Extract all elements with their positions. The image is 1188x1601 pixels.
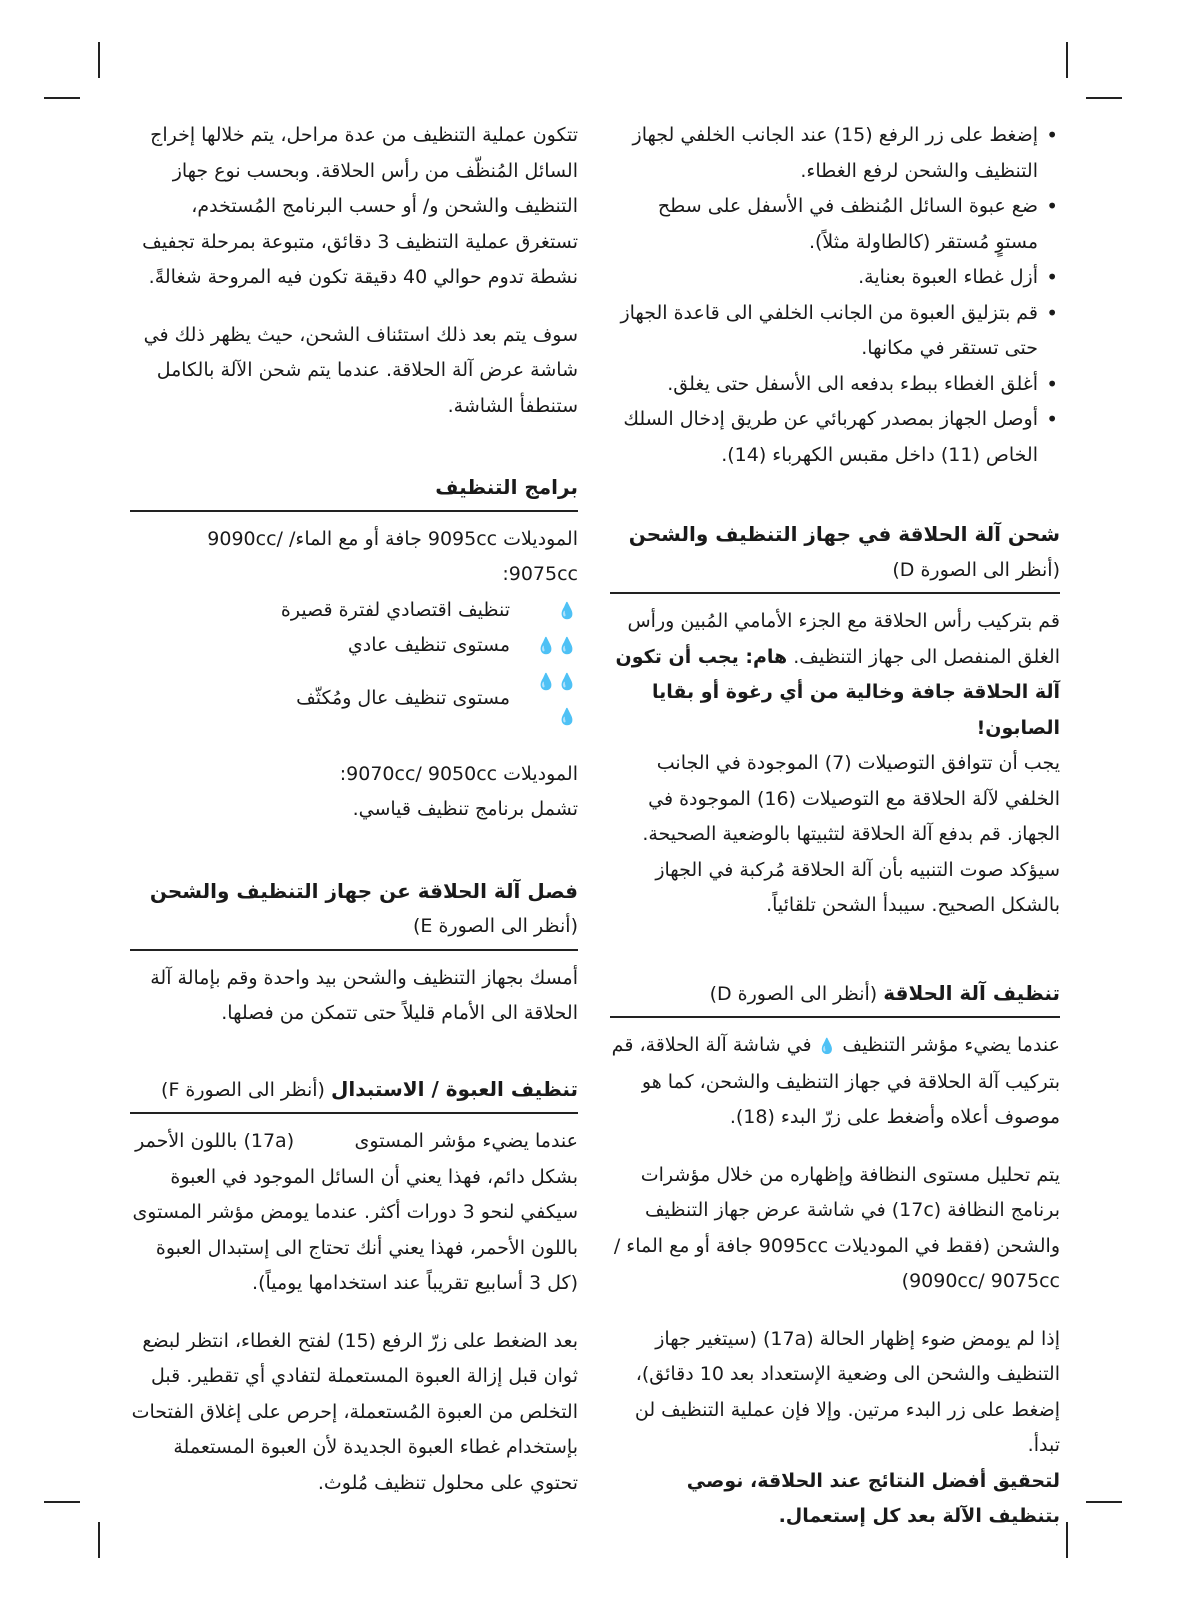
charge-important-note: هام: يجب أن تكون آلة الحلاقة جافة وخالية من أي رغوة أو بقايا الصابون!: [615, 645, 1060, 739]
clean-section-heading-row: [610, 976, 1060, 1013]
charge-paragraph-1: [610, 604, 1060, 746]
list-item: • ضع عبوة السائل المُنظف في الأسفل على سطح مستوٍ مُستقر (كالطاولة مثلاً).: [610, 189, 1038, 260]
crop-mark-top-left-h: [44, 97, 80, 99]
section-divider: [130, 949, 578, 951]
cleaning-intro-paragraph: تتكون عملية التنظيف من عدة مراحل، يتم خلالها إخراج السائل المُنظّف من رأس الحلاقة. وبحسب نوع جهاز التنظيف والشحن و/ أو حسب البرنامج المُستخدم، تستغرق عملية التنظيف 3 دقائق، متبوعة بمرحلة تجفيف نشطة تدوم حوالي 40 دقيقة تكون فيه المروحة شغالةً.: [142, 124, 578, 288]
list-item: • إضغط على زر الرفع (15) عند الجانب الخلفي لجهاز التنظيف والشحن لرفع الغطاء.: [610, 118, 1038, 189]
remove-paragraph: أمسك بجهاز التنظيف والشحن بيد واحدة وقم بإمالة آلة الحلاقة الى الأمام قليلاً حتى تتمكن من فصلها.: [150, 966, 578, 1024]
programs-section-heading: برامج التنظيف: [435, 475, 578, 499]
cartridge-paragraph-2: بعد الضغط على زرّ الرفع (15) لفتح الغطاء، انتظر لبضع ثوان قبل إزالة العبوة المستعملة لتفادي أي تقطير. قبل التخلص من العبوة المُستعملة، إحرص على إغلاق الفتحات بإستخدام غطاء العبوة الجديدة لأن العبوة المستعملة تحتوي على محلول تنظيف مُلوث.: [131, 1329, 578, 1494]
programs-models-2: الموديلات 9070cc/ 9050cc:: [339, 762, 578, 785]
remove-section-subheading: (أنظر الى الصورة E): [413, 915, 578, 937]
crop-mark-bottom-right-v: [1066, 1522, 1068, 1558]
drop-icon: 💧💧💧: [536, 671, 578, 726]
program-label: مستوى تنظيف عادي: [347, 634, 510, 656]
charge-section-heading: شحن آلة الحلاقة في جهاز التنظيف والشحن: [628, 522, 1060, 546]
crop-mark-bottom-right-h: [1086, 1501, 1122, 1503]
section-divider: [130, 1112, 578, 1114]
section-divider: [130, 510, 578, 512]
charge-paragraph-2: يجب أن تتوافق التوصيلات (7) الموجودة في الجانب الخلفي لآلة الحلاقة مع التوصيلات (16) الموجودة في الجهاز. قم بدفع آلة الحلاقة لتثبيتها بالوضعية الصحيحة. سيؤكد صوت التنبيه بأن آلة الحلاقة مُركبة في الجهاز بالشكل الصحيح. سيبدأ الشحن تلقائياً.: [642, 752, 1060, 916]
charging-resume-paragraph: سوف يتم بعد ذلك استئناف الشحن، حيث يظهر ذلك في شاشة عرض آلة الحلاقة. عندما يتم شحن الآلة بالكامل ستنطفأ الشاشة.: [143, 323, 578, 417]
list-item: • أغلق الغطاء ببطء بدفعه الى الأسفل حتى يغلق.: [610, 367, 1038, 403]
clean-paragraph-1-end: في شاشة آلة الحلاقة، قم بتركيب آلة الحلاقة في جهاز التنظيف والشحن، كما هو موصوف أعلاه وأضغط على زرّ البدء (18).: [611, 1034, 1060, 1128]
cartridge-paragraph-1: عندما يضيء مؤشر المستوى (17a) باللون الأحمر بشكل دائم، فهذا يعني أن السائل الموجود في العبوة سيكفي لنحو 3 دورات أكثر. عندما يومض مؤشر المستوى باللون الأحمر، فهذا يعني أنك تحتاج الى إستبدال العبوة (كل 3 أسابيع تقريباً عند استخدامها يومياً).: [126, 1130, 578, 1294]
cartridge-section-subheading: (أنظر الى الصورة F): [161, 1078, 325, 1101]
section-divider: [610, 1016, 1060, 1018]
remove-section-heading: فصل آلة الحلاقة عن جهاز التنظيف والشحن: [149, 878, 578, 903]
cartridge-section-heading: تنظيف العبوة / الاستبدال: [330, 1076, 578, 1101]
clean-section-heading: تنظيف آلة الحلاقة: [883, 980, 1060, 1005]
drop-icon: 💧💧: [536, 636, 578, 655]
clean-paragraph-3: إذا لم يومض ضوء إظهار الحالة (17a) (سيتغير جهاز التنظيف والشحن الى وضعية الإستعداد بعد 10 دقائق)، إضغط على زر البدء مرتين. وإلا فإن عملية التنظيف لن تبدأ.: [634, 1327, 1060, 1456]
charge-section-subheading: (أنظر الى الصورة D): [892, 558, 1060, 581]
programs-models-2-text: تشمل برنامج تنظيف قياسي.: [352, 798, 578, 820]
list-item: • أزل غطاء العبوة بعناية.: [610, 260, 1038, 296]
programs-models-1: الموديلات 9095cc جافة أو مع الماء/ 9090cc/ 9075cc:: [207, 527, 578, 585]
cartridge-section-heading-row: [130, 1072, 578, 1109]
list-item: • أوصل الجهاز بمصدر كهربائي عن طريق إدخال السلك الخاص (11) داخل مقبس الكهرباء (14).: [610, 402, 1038, 473]
drop-icon: 💧: [817, 1037, 837, 1055]
right-column: [610, 118, 1060, 1535]
clean-section-subheading: (أنظر الى الصورة D): [709, 982, 878, 1005]
left-column: [126, 118, 578, 1501]
charge-paragraph-1-text: قم بتركيب رأس الحلاقة مع الجزء الأمامي المُبين ورأس الغلق المنفصل الى جهاز التنظيف.: [627, 610, 1060, 668]
clean-paragraph-2: يتم تحليل مستوى النظافة وإظهاره من خلال مؤشرات برنامج النظافة (17c) في شاشة عرض جهاز التنظيف والشحن (فقط في الموديلات 9095cc جافة أو مع الماء / 9090cc/ 9075cc): [613, 1163, 1060, 1292]
clean-recommendation: لتحقيق أفضل النتائج عند الحلاقة، نوصي بتنظيف الآلة بعد كل إستعمال.: [686, 1469, 1060, 1527]
crop-mark-bottom-left-v: [98, 1522, 100, 1558]
program-item: [130, 664, 578, 735]
clean-paragraph-1: [610, 1028, 1060, 1136]
drop-icon: 💧: [557, 600, 578, 620]
section-divider: [610, 592, 1060, 594]
program-label: مستوى تنظيف عال ومُكثّف: [296, 687, 510, 710]
crop-mark-bottom-left-h: [44, 1501, 80, 1503]
list-item: • قم بتزليق العبوة من الجانب الخلفي الى قاعدة الجهاز حتى تستقر في مكانها.: [610, 296, 1038, 367]
program-item: [130, 628, 578, 664]
clean-paragraph-1-start: عندما يضيء مؤشر التنظيف: [842, 1034, 1060, 1056]
program-label: تنظيف اقتصادي لفترة قصيرة: [280, 598, 510, 621]
program-item: [130, 593, 578, 629]
setup-steps-list: [610, 118, 1060, 473]
crop-mark-top-right-h: [1086, 97, 1122, 99]
crop-mark-top-left-v: [98, 42, 100, 78]
crop-mark-top-right-v: [1066, 42, 1068, 78]
